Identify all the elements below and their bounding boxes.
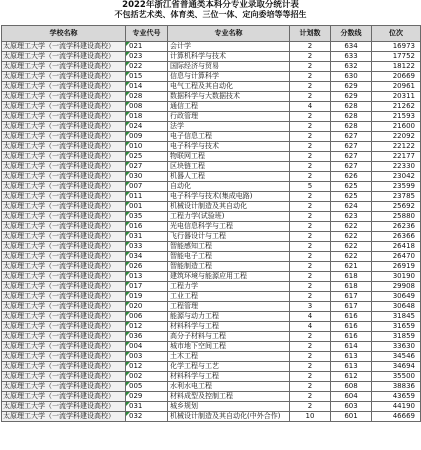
cell-plan-count: 2 [290,372,331,382]
cell-rank: 44190 [372,402,421,412]
cell-school-name: 太原理工大学（一流学科建设高校） [2,332,126,342]
cell-plan-count: 2 [290,362,331,372]
cell-major-code: 031 [126,402,168,412]
cell-school-name: 太原理工大学（一流学科建设高校） [2,182,126,192]
cell-school-name: 太原理工大学（一流学科建设高校） [2,322,126,332]
cell-school-name: 太原理工大学（一流学科建设高校） [2,372,126,382]
cell-plan-count: 2 [290,62,331,72]
cell-major-code: 036 [126,332,168,342]
cell-school-name: 太原理工大学（一流学科建设高校） [2,352,126,362]
cell-major-name: 能源与动力工程 [168,312,290,322]
table-row [2,272,421,282]
cell-plan-count: 2 [290,272,331,282]
cell-major-name: 通信工程 [168,102,290,112]
table-row [2,352,421,362]
cell-major-name: 机器人工程 [168,172,290,182]
cell-major-code: 031 [126,232,168,242]
table-row [2,412,421,422]
cell-score-line: 625 [331,192,372,202]
cell-major-name: 土木工程 [168,352,290,362]
cell-major-name: 化学工程与工艺 [168,362,290,372]
cell-major-name: 计算机科学与技术 [168,52,290,62]
cell-major-name: 会计学 [168,42,290,52]
cell-rank: 46669 [372,412,421,422]
cell-major-name: 自动化 [168,182,290,192]
table-row [2,192,421,202]
cell-plan-count: 2 [290,132,331,142]
cell-major-code: 008 [126,102,168,112]
cell-plan-count: 2 [290,242,331,252]
cell-plan-count: 2 [290,222,331,232]
cell-rank: 30648 [372,302,421,312]
cell-score-line: 614 [331,342,372,352]
cell-school-name: 太原理工大学（一流学科建设高校） [2,82,126,92]
cell-score-line: 629 [331,82,372,92]
cell-plan-count: 2 [290,72,331,82]
cell-rank: 22177 [372,152,421,162]
cell-plan-count: 2 [290,392,331,402]
cell-plan-count: 2 [290,142,331,152]
document-title: 2022年浙江省普通类本科分专业录取分统计表 [122,0,299,10]
cell-rank: 16973 [372,42,421,52]
cell-score-line: 618 [331,272,372,282]
cell-major-name: 电气工程及其自动化 [168,82,290,92]
cell-major-code: 005 [126,382,168,392]
cell-plan-count: 3 [290,302,331,312]
cell-score-line: 626 [331,172,372,182]
cell-score-line: 627 [331,162,372,172]
cell-rank: 31659 [372,322,421,332]
cell-major-code: 018 [126,112,168,122]
table-row [2,62,421,72]
cell-rank: 23599 [372,182,421,192]
table-row [2,112,421,122]
cell-school-name: 太原理工大学（一流学科建设高校） [2,362,126,372]
cell-score-line: 618 [331,282,372,292]
cell-major-name: 数据科学与大数据技术 [168,92,290,102]
cell-major-code: 028 [126,92,168,102]
cell-rank: 33630 [372,342,421,352]
header-score-line: 分数线 [331,26,372,42]
cell-major-name: 信息与计算科学 [168,72,290,82]
cell-score-line: 627 [331,132,372,142]
cell-major-code: 027 [126,162,168,172]
cell-major-name: 电子信息工程 [168,132,290,142]
cell-major-name: 建筑环境与能源应用工程 [168,272,290,282]
cell-plan-count: 2 [290,252,331,262]
cell-plan-count: 2 [290,342,331,352]
cell-score-line: 613 [331,362,372,372]
table-row [2,312,421,322]
cell-major-name: 工业工程 [168,292,290,302]
table-row [2,212,421,222]
cell-rank: 38836 [372,382,421,392]
cell-major-code: 019 [126,292,168,302]
cell-plan-count: 2 [290,82,331,92]
cell-major-name: 行政管理 [168,112,290,122]
cell-school-name: 太原理工大学（一流学科建设高校） [2,62,126,72]
cell-school-name: 太原理工大学（一流学科建设高校） [2,242,126,252]
cell-major-name: 材料科学与工程 [168,372,290,382]
cell-plan-count: 4 [290,322,331,332]
table-row [2,82,421,92]
cell-major-code: 003 [126,352,168,362]
cell-school-name: 太原理工大学（一流学科建设高校） [2,222,126,232]
cell-major-name: 城乡规划 [168,402,290,412]
cell-plan-count: 2 [290,282,331,292]
cell-major-name: 机械设计制造及其自动化(中外合作) [168,412,290,422]
cell-rank: 20961 [372,82,421,92]
cell-rank: 25880 [372,212,421,222]
table-row [2,282,421,292]
cell-plan-count: 2 [290,232,331,242]
cell-major-code: 025 [126,152,168,162]
cell-school-name: 太原理工大学（一流学科建设高校） [2,52,126,62]
cell-score-line: 628 [331,122,372,132]
table-row [2,392,421,402]
cell-major-name: 光电信息科学与工程 [168,222,290,232]
cell-plan-count: 2 [290,92,331,102]
cell-plan-count: 2 [290,202,331,212]
cell-plan-count: 5 [290,182,331,192]
cell-major-name: 工程力学(试验班) [168,212,290,222]
cell-major-code: 035 [126,212,168,222]
cell-major-code: 011 [126,192,168,202]
cell-score-line: 628 [331,102,372,112]
cell-rank: 30190 [372,272,421,282]
cell-major-code: 022 [126,62,168,72]
table-row [2,252,421,262]
cell-rank: 20669 [372,72,421,82]
cell-score-line: 625 [331,182,372,192]
cell-score-line: 633 [331,52,372,62]
cell-score-line: 634 [331,42,372,52]
cell-plan-count: 2 [290,352,331,362]
table-row [2,302,421,312]
cell-score-line: 613 [331,352,372,362]
cell-plan-count: 2 [290,42,331,52]
table-row [2,142,421,152]
cell-school-name: 太原理工大学（一流学科建设高校） [2,152,126,162]
cell-rank: 21262 [372,102,421,112]
cell-major-name: 材料科学与工程 [168,322,290,332]
cell-school-name: 太原理工大学（一流学科建设高校） [2,392,126,402]
cell-plan-count: 2 [290,162,331,172]
cell-major-name: 材料成型及控制工程 [168,392,290,402]
cell-major-code: 024 [126,122,168,132]
cell-score-line: 603 [331,402,372,412]
cell-score-line: 616 [331,322,372,332]
cell-plan-count: 2 [290,292,331,302]
cell-score-line: 623 [331,212,372,222]
cell-major-code: 033 [126,242,168,252]
cell-major-name: 机械设计制造及其自动化 [168,202,290,212]
table-row [2,152,421,162]
cell-score-line: 612 [331,372,372,382]
cell-school-name: 太原理工大学（一流学科建设高校） [2,132,126,142]
cell-major-code: 012 [126,362,168,372]
cell-school-name: 太原理工大学（一流学科建设高校） [2,172,126,182]
admission-table [1,25,421,422]
cell-plan-count: 2 [290,112,331,122]
cell-school-name: 太原理工大学（一流学科建设高校） [2,212,126,222]
cell-rank: 26470 [372,252,421,262]
cell-school-name: 太原理工大学（一流学科建设高校） [2,72,126,82]
cell-score-line: 604 [331,392,372,402]
cell-rank: 29908 [372,282,421,292]
cell-major-name: 区块链工程 [168,162,290,172]
cell-score-line: 627 [331,142,372,152]
cell-rank: 35500 [372,372,421,382]
cell-major-name: 电子科学与技术 [168,142,290,152]
cell-major-code: 016 [126,222,168,232]
cell-major-name: 高分子材料与工程 [168,332,290,342]
cell-major-code: 002 [126,372,168,382]
cell-plan-count: 4 [290,312,331,322]
cell-score-line: 622 [331,222,372,232]
cell-rank: 17752 [372,52,421,62]
cell-major-code: 020 [126,302,168,312]
cell-major-code: 007 [126,182,168,192]
cell-major-code: 014 [126,82,168,92]
table-row [2,202,421,212]
cell-score-line: 601 [331,412,372,422]
cell-rank: 43659 [372,392,421,402]
cell-score-line: 608 [331,382,372,392]
header-plan-count: 计划数 [290,26,331,42]
document-subtitle: 不包括艺术类、体育类、三位一体、定向委培等等招生 [114,10,307,19]
cell-school-name: 太原理工大学（一流学科建设高校） [2,142,126,152]
cell-major-code: 032 [126,412,168,422]
cell-major-code: 001 [126,202,168,212]
cell-school-name: 太原理工大学（一流学科建设高校） [2,282,126,292]
cell-rank: 34694 [372,362,421,372]
cell-rank: 21600 [372,122,421,132]
cell-school-name: 太原理工大学（一流学科建设高校） [2,342,126,352]
cell-plan-count: 2 [290,332,331,342]
table-row [2,242,421,252]
header-major-name: 专业名称 [168,26,290,42]
cell-major-code: 004 [126,342,168,352]
cell-major-name: 电子科学与技术(集成电路) [168,192,290,202]
cell-school-name: 太原理工大学（一流学科建设高校） [2,42,126,52]
cell-school-name: 太原理工大学（一流学科建设高校） [2,232,126,242]
table-row [2,132,421,142]
cell-rank: 21593 [372,112,421,122]
cell-score-line: 629 [331,92,372,102]
table-row [2,332,421,342]
cell-score-line: 622 [331,242,372,252]
cell-school-name: 太原理工大学（一流学科建设高校） [2,162,126,172]
cell-major-name: 物联网工程 [168,152,290,162]
cell-score-line: 624 [331,202,372,212]
cell-plan-count: 2 [290,122,331,132]
table-row [2,372,421,382]
cell-rank: 26236 [372,222,421,232]
cell-rank: 22092 [372,132,421,142]
table-row [2,182,421,192]
header-major-code: 专业代号 [126,26,168,42]
cell-rank: 23785 [372,192,421,202]
table-row [2,162,421,172]
cell-school-name: 太原理工大学（一流学科建设高校） [2,402,126,412]
table-row [2,402,421,412]
cell-rank: 22330 [372,162,421,172]
cell-rank: 31859 [372,332,421,342]
cell-school-name: 太原理工大学（一流学科建设高校） [2,312,126,322]
cell-plan-count: 10 [290,412,331,422]
cell-major-name: 智能制造工程 [168,262,290,272]
table-row [2,222,421,232]
table-row [2,52,421,62]
cell-major-name: 智能感知工程 [168,242,290,252]
cell-score-line: 622 [331,252,372,262]
table-body [2,42,421,422]
cell-major-code: 012 [126,322,168,332]
cell-score-line: 617 [331,302,372,312]
cell-rank: 25692 [372,202,421,212]
table-row [2,382,421,392]
cell-major-code: 017 [126,282,168,292]
cell-major-code: 010 [126,142,168,152]
table-row [2,102,421,112]
cell-major-name: 飞行器设计与工程 [168,232,290,242]
cell-school-name: 太原理工大学（一流学科建设高校） [2,122,126,132]
cell-major-code: 029 [126,392,168,402]
table-row [2,342,421,352]
table-row [2,262,421,272]
cell-rank: 23042 [372,172,421,182]
cell-major-name: 法学 [168,122,290,132]
cell-score-line: 632 [331,62,372,72]
cell-score-line: 630 [331,72,372,82]
cell-major-code: 023 [126,52,168,62]
cell-major-name: 智能电子工程 [168,252,290,262]
cell-school-name: 太原理工大学（一流学科建设高校） [2,102,126,112]
cell-school-name: 太原理工大学（一流学科建设高校） [2,192,126,202]
table-row [2,172,421,182]
cell-plan-count: 2 [290,402,331,412]
cell-plan-count: 2 [290,382,331,392]
cell-plan-count: 4 [290,102,331,112]
cell-school-name: 太原理工大学（一流学科建设高校） [2,92,126,102]
cell-score-line: 622 [331,232,372,242]
cell-score-line: 616 [331,332,372,342]
header-rank: 位次 [372,26,421,42]
table-row [2,362,421,372]
cell-school-name: 太原理工大学（一流学科建设高校） [2,302,126,312]
cell-major-name: 城市地下空间工程 [168,342,290,352]
table-row [2,92,421,102]
table-row [2,72,421,82]
cell-plan-count: 2 [290,192,331,202]
table-row [2,292,421,302]
cell-plan-count: 2 [290,172,331,182]
cell-rank: 22122 [372,142,421,152]
cell-plan-count: 2 [290,262,331,272]
cell-major-code: 026 [126,262,168,272]
cell-school-name: 太原理工大学（一流学科建设高校） [2,292,126,302]
cell-plan-count: 2 [290,152,331,162]
cell-school-name: 太原理工大学（一流学科建设高校） [2,262,126,272]
cell-major-code: 013 [126,272,168,282]
table-header-row [2,26,421,42]
cell-school-name: 太原理工大学（一流学科建设高校） [2,112,126,122]
cell-school-name: 太原理工大学（一流学科建设高校） [2,382,126,392]
cell-major-code: 034 [126,252,168,262]
cell-rank: 20311 [372,92,421,102]
cell-rank: 31845 [372,312,421,322]
table-row [2,122,421,132]
header-school-name: 学校名称 [2,26,126,42]
cell-major-name: 工程管理 [168,302,290,312]
cell-school-name: 太原理工大学（一流学科建设高校） [2,202,126,212]
cell-rank: 30649 [372,292,421,302]
cell-major-code: 030 [126,172,168,182]
cell-score-line: 627 [331,152,372,162]
cell-major-name: 工程力学 [168,282,290,292]
cell-rank: 34546 [372,352,421,362]
cell-major-name: 水利水电工程 [168,382,290,392]
cell-plan-count: 2 [290,212,331,222]
cell-score-line: 616 [331,312,372,322]
cell-school-name: 太原理工大学（一流学科建设高校） [2,412,126,422]
cell-score-line: 621 [331,262,372,272]
cell-rank: 26366 [372,232,421,242]
cell-major-code: 015 [126,72,168,82]
cell-rank: 18122 [372,62,421,72]
table-row [2,42,421,52]
table-row [2,322,421,332]
cell-rank: 26418 [372,242,421,252]
cell-major-code: 021 [126,42,168,52]
cell-school-name: 太原理工大学（一流学科建设高校） [2,272,126,282]
cell-score-line: 628 [331,112,372,122]
cell-plan-count: 2 [290,52,331,62]
cell-major-name: 国际经济与贸易 [168,62,290,72]
table-row [2,232,421,242]
cell-major-code: 009 [126,132,168,142]
cell-rank: 26919 [372,262,421,272]
cell-major-code: 006 [126,312,168,322]
cell-school-name: 太原理工大学（一流学科建设高校） [2,252,126,262]
cell-score-line: 617 [331,292,372,302]
